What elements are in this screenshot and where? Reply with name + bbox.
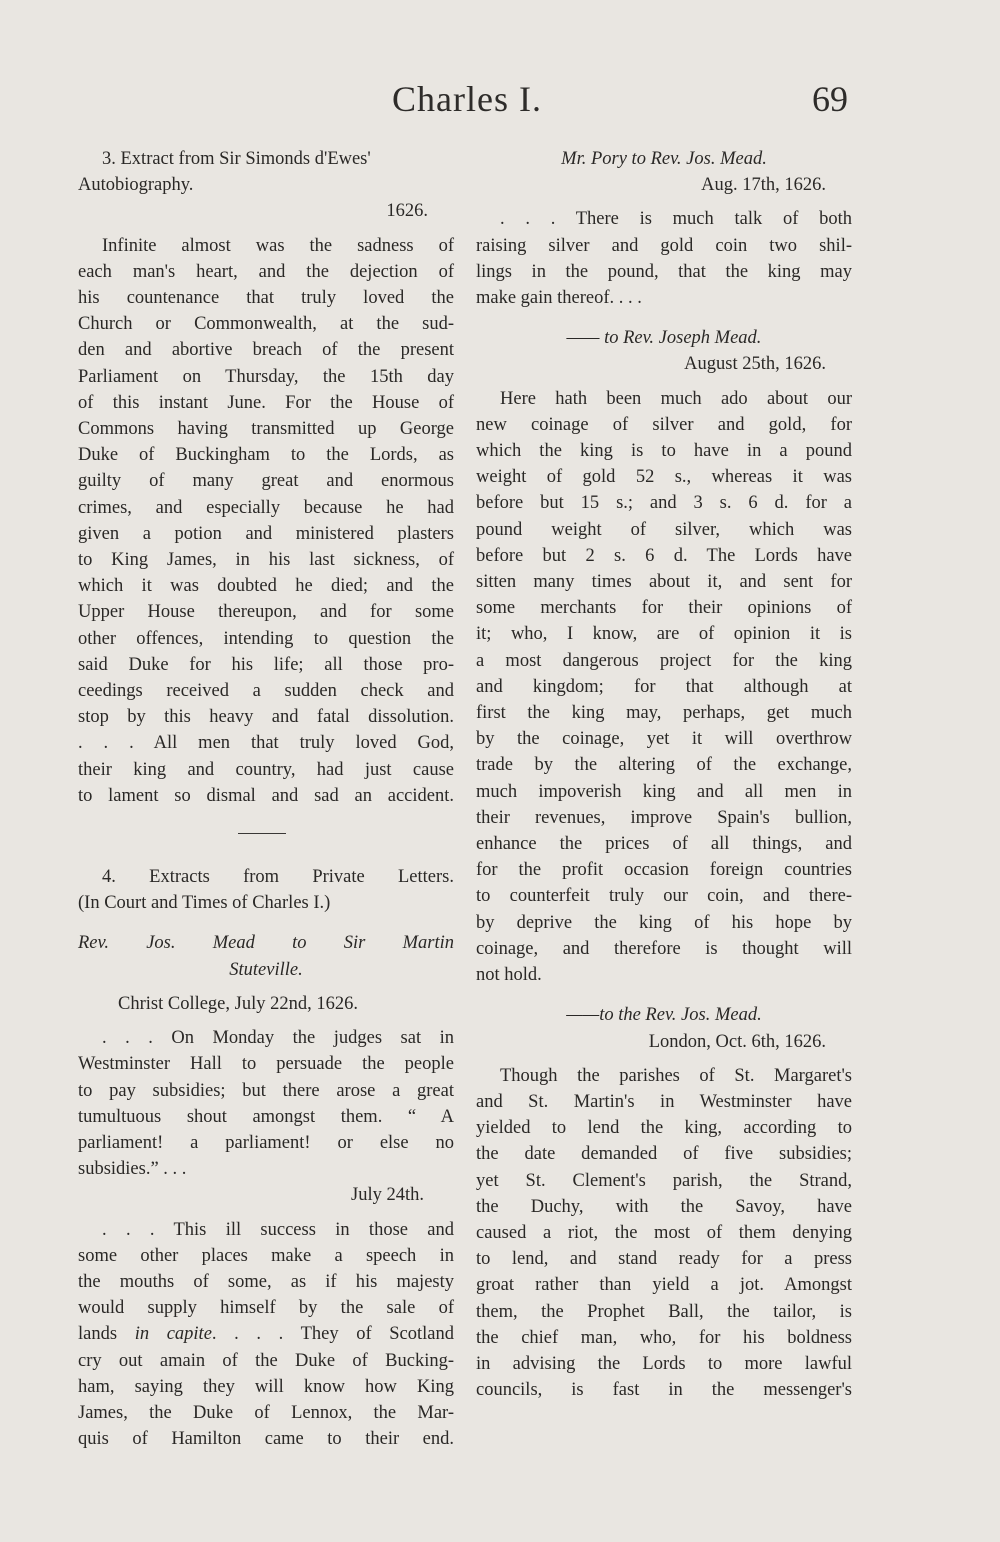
text-line: lings in the pound, that the king may [476, 261, 852, 282]
text-line: sitten many times about it, and sent for [476, 572, 852, 593]
text-line: Commons having transmitted up George [78, 419, 454, 440]
text-line: to counterfeit truly our coin, and there- [476, 886, 852, 907]
letter-anon-1 [476, 325, 852, 988]
text-line: raising silver and gold coin two shil- [476, 235, 852, 256]
text-line: . . . This ill success in those and [102, 1219, 454, 1240]
text-line: to lend, and stand ready for a press [476, 1249, 852, 1270]
text-line: the Duchy, with the Savoy, have [476, 1196, 852, 1217]
text-line: subsidies.” . . . [78, 1159, 187, 1180]
text-line: the chief man, who, for his boldness [476, 1327, 852, 1348]
text-line: to lament so dismal and sad an accident. [78, 785, 454, 806]
text-line: crimes, and especially because he had [78, 497, 454, 518]
text-line: trade by the altering of the exchange, [476, 755, 852, 776]
text-line: first the king may, perhaps, get much [476, 703, 852, 724]
text-fragment: . . . . They of Scotland [211, 1324, 454, 1345]
text-line: by the coinage, yet it will overthrow [476, 729, 852, 750]
section-date: 1626. [386, 201, 428, 222]
left-column [78, 146, 454, 1452]
text-line: ham, saying they will know how King [78, 1376, 454, 1397]
section-heading: Autobiography. [78, 175, 194, 196]
text-line: their king and country, had just cause [78, 759, 454, 780]
text-line: which it was doubted he died; and the [78, 576, 454, 597]
text-line: Westminster Hall to persuade the people [78, 1054, 454, 1075]
text-line: a most dangerous project for the king [476, 650, 852, 671]
text-line: yet St. Clement's parish, the Strand, [476, 1170, 852, 1191]
text-line: and St. Martin's in Westminster have [476, 1091, 852, 1112]
text-line: ceedings received a sudden check and [78, 681, 454, 702]
section-divider [238, 833, 286, 834]
text-line: caused a riot, the most of them denying [476, 1222, 852, 1243]
section-heading: 3. Extract from Sir Simonds d'Ewes' [102, 149, 371, 169]
text-line: much impoverish king and all men in [476, 781, 852, 802]
text-line: before but 15 s.; and 3 s. 6 d. for a [476, 493, 852, 514]
text-line: by deprive the king of his hope by [476, 912, 852, 933]
text-line: Duke of Buckingham to the Lords, as [78, 445, 454, 466]
text-line: Here hath been much ado about our [500, 388, 852, 409]
text-line: . . . There is much talk of both [500, 209, 852, 230]
text-line: coinage, and therefore is thought will [476, 938, 852, 959]
text-line: their revenues, improve Spain's bullion, [476, 807, 852, 828]
text-fragment: lands [78, 1324, 135, 1345]
section-heading: 4. Extracts from Private Letters. [102, 867, 454, 888]
running-title: Charles I. [392, 79, 542, 119]
text-line: some merchants for their opinions of [476, 598, 852, 619]
text-line: in advising the Lords to more lawful [476, 1353, 852, 1374]
letter-date: July 24th. [351, 1185, 424, 1206]
text-line: to pay subsidies; but there arose a great [78, 1080, 454, 1101]
text-line: Though the parishes of St. Margaret's [500, 1065, 852, 1086]
text-line: groat rather than yield a jot. Amongst [476, 1275, 852, 1296]
text-line: the date demanded of five subsidies; [476, 1144, 852, 1165]
text-line: weight of gold 52 s., whereas it was [476, 467, 852, 488]
letter-anon-2 [476, 1002, 852, 1403]
text-line: for the profit occasion foreign countries [476, 860, 852, 881]
text-line: some other places make a speech in [78, 1245, 454, 1266]
section-body [78, 233, 454, 809]
text-line: them, the Prophet Ball, the tailor, is [476, 1301, 852, 1322]
text-line: other offences, intending to question the [78, 628, 454, 649]
text-line [78, 1321, 454, 1347]
text-line: guilty of many great and enormous [78, 471, 454, 492]
text-line: which the king is to have in a pound [476, 441, 852, 462]
text-line: Infinite almost was the sadness of [102, 235, 454, 256]
text-line: cry out amain of the Duke of Bucking- [78, 1350, 454, 1371]
text-line: . . . On Monday the judges sat in [102, 1028, 454, 1049]
text-line: tumultuous shout amongst them. “ A [78, 1106, 454, 1127]
letter-date: Aug. 17th, 1626. [701, 175, 826, 196]
text-line: Church or Commonwealth, at the sud- [78, 314, 454, 335]
letter-body [78, 1025, 454, 1452]
text-line: not hold. [476, 965, 542, 986]
right-column [476, 146, 852, 1403]
text-line: new coinage of silver and gold, for [476, 414, 852, 435]
letter-title: Stuteville. [229, 959, 303, 980]
text-line: enhance the prices of all things, and [476, 834, 852, 855]
letter-date: August 25th, 1626. [684, 354, 826, 375]
letter-pory [476, 146, 852, 311]
text-line: den and abortive breach of the present [78, 340, 454, 361]
text-line: quis of Hamilton came to their end. [78, 1429, 454, 1450]
section-4 [78, 864, 454, 1452]
text-line: James, the Duke of Lennox, the Mar- [78, 1402, 454, 1423]
text-line: the mouths of some, as if his majesty [78, 1271, 454, 1292]
text-line: would supply himself by the sale of [78, 1298, 454, 1319]
letter-title: Mr. Pory to Rev. Jos. Mead. [561, 149, 767, 169]
text-line: make gain thereof. . . . [476, 288, 642, 309]
text-line: of this instant June. For the House of [78, 392, 454, 413]
text-line: his countenance that truly loved the [78, 288, 454, 309]
text-line: it; who, I know, are of opinion it is [476, 624, 852, 645]
section-heading: (In Court and Times of Charles I.) [78, 893, 331, 914]
text-line: Parliament on Thursday, the 15th day [78, 366, 454, 387]
text-line: pound weight of silver, which was [476, 519, 852, 540]
page-number: 69 [812, 79, 848, 119]
text-line: before but 2 s. 6 d. The Lords have [476, 545, 852, 566]
text-line: given a potion and ministered plasters [78, 523, 454, 544]
letter-title: Rev. Jos. Mead to Sir Martin [78, 933, 454, 954]
text-line: said Duke for his life; all those pro- [78, 654, 454, 675]
running-head [0, 78, 1000, 122]
section-3 [78, 146, 454, 809]
text-line: yielded to lend the king, according to [476, 1118, 852, 1139]
italic-term: in capite [134, 1324, 212, 1345]
text-line: councils, is fast in the messenger's [476, 1380, 852, 1401]
text-line: . . . All men that truly loved God, [78, 733, 454, 754]
letter-date: London, Oct. 6th, 1626. [648, 1031, 826, 1052]
text-line: parliament! a parliament! or else no [78, 1132, 454, 1153]
letter-title: —— to Rev. Joseph Mead. [566, 328, 762, 349]
text-line: to King James, in his last sickness, of [78, 550, 454, 571]
letter-title: ——to the Rev. Jos. Mead. [566, 1005, 762, 1026]
text-line: Upper House thereupon, and for some [78, 602, 454, 623]
letter-dateline: Christ College, July 22nd, 1626. [118, 993, 358, 1014]
text-line: and kingdom; for that although at [476, 676, 852, 697]
text-line: each man's heart, and the dejection of [78, 261, 454, 282]
text-line: stop by this heavy and fatal dissolution. [78, 707, 454, 728]
